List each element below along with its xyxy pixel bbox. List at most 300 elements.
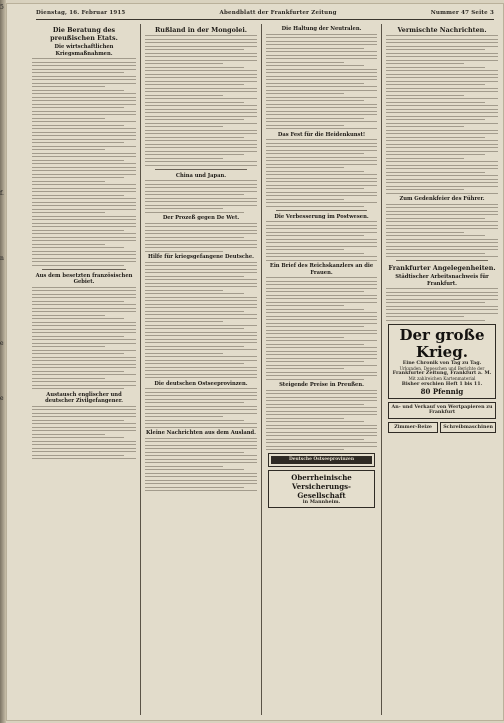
text-line: [32, 247, 124, 248]
text-line: [386, 95, 464, 96]
text-line: [32, 86, 105, 87]
text-line: [32, 420, 124, 421]
text-line: [266, 93, 344, 94]
text-line: [145, 123, 257, 124]
text-line: [145, 269, 257, 270]
ad-company-name: Oberrheinische Versicherungs-Gesellschaft: [291, 473, 352, 500]
text-line: [32, 406, 136, 407]
text-line: [32, 254, 136, 255]
text-line: [32, 160, 124, 161]
text-line: [386, 63, 464, 64]
subheadline: Das Fest für die Heidenkunst!: [277, 131, 366, 138]
text-line: [145, 483, 257, 484]
header-page-number: Nummer 47 Seite 3: [430, 10, 494, 16]
text-line: [386, 288, 498, 289]
text-line: [145, 81, 257, 82]
text-line: [32, 381, 136, 382]
text-line: [145, 445, 257, 446]
text-line: [266, 319, 377, 320]
text-line: [386, 154, 485, 155]
text-line: [266, 302, 377, 303]
text-line: [266, 114, 377, 115]
text-line: [32, 346, 105, 347]
text-line: [266, 153, 364, 154]
text-line: [32, 167, 136, 168]
text-line: [266, 400, 377, 401]
text-line: [145, 473, 257, 474]
text-line: [386, 242, 498, 243]
text-line: [32, 416, 136, 417]
text-line: [266, 41, 377, 42]
text-line: [386, 140, 498, 141]
subheadline: Städtischer Arbeitsnachweis für Frankfurt.: [395, 274, 489, 287]
text-line: [32, 244, 105, 245]
text-line: [266, 65, 364, 66]
text-line: [145, 165, 257, 166]
text-line: [266, 393, 377, 394]
text-line: [386, 299, 498, 300]
text-line: [266, 365, 377, 366]
text-line: [386, 172, 485, 173]
text-line: [145, 70, 257, 71]
text-line: [32, 163, 136, 164]
subheadline: Die deutschen Ostseeprovinzen.: [154, 380, 248, 387]
column-4: [386, 24, 498, 715]
text-line: [266, 439, 364, 440]
text-line: [145, 130, 257, 131]
text-line: [32, 315, 105, 316]
text-line: [145, 105, 257, 106]
text-line: [145, 208, 223, 209]
headline: Rußland in der Mongolei.: [154, 26, 247, 34]
text-line: [266, 288, 377, 289]
ad-line: Mit zahlreichen Kartenmaterial: [408, 376, 476, 382]
text-line: [32, 121, 136, 122]
text-line: [386, 53, 498, 54]
text-line: [145, 490, 257, 491]
text-line: [386, 49, 485, 50]
text-line: [145, 452, 244, 453]
advertisement: [388, 402, 496, 419]
text-line: [145, 161, 257, 162]
text-line: [386, 207, 498, 208]
text-line: [266, 330, 377, 331]
text-line: [386, 67, 485, 68]
text-line: [266, 107, 377, 108]
header-masthead: Abendblatt der Frankfurter Zeitung: [219, 10, 337, 16]
text-line: [266, 316, 377, 317]
text-line: [32, 135, 136, 136]
text-line: [145, 198, 257, 199]
text-line: [145, 205, 257, 206]
text-line: [32, 444, 136, 445]
text-line: [266, 225, 377, 226]
text-line: [145, 406, 257, 407]
text-line: [32, 125, 124, 126]
text-line: [32, 195, 124, 196]
headline: Frankfurter Angelegenheiten.: [388, 264, 496, 272]
text-line: [266, 104, 377, 105]
text-line: [266, 76, 377, 77]
text-line: [145, 423, 257, 424]
text-line: [32, 297, 136, 298]
text-line: [145, 349, 257, 350]
text-line: [386, 235, 485, 236]
column-1: [32, 24, 136, 715]
text-line: [386, 98, 498, 99]
text-line: [266, 242, 377, 243]
text-line: [32, 170, 136, 171]
text-line: [145, 42, 257, 43]
text-line: [32, 128, 136, 129]
text-line: [386, 46, 498, 47]
text-line: [386, 137, 485, 138]
text-line: [145, 244, 257, 245]
subheadline: Austausch englischer und deutscher Zivilgefangener.: [45, 391, 123, 404]
text-line: [386, 320, 485, 321]
text-line: [386, 88, 498, 89]
text-line: [145, 304, 257, 305]
text-line: [32, 360, 136, 361]
text-line: [266, 181, 377, 182]
text-line: [32, 311, 136, 312]
text-line: [32, 233, 136, 234]
text-line: [386, 246, 498, 247]
text-line: [32, 212, 105, 213]
text-line: [266, 397, 377, 398]
text-line: [386, 74, 498, 75]
text-line: [145, 388, 257, 389]
text-line: [145, 395, 257, 396]
text-line: [32, 149, 105, 150]
text-line: [386, 256, 498, 257]
text-line: [266, 312, 377, 313]
text-line: [266, 83, 364, 84]
text-line: [32, 104, 136, 105]
text-line: [386, 228, 498, 229]
text-line: [32, 58, 136, 59]
text-line: [145, 325, 257, 326]
text-line: [32, 72, 124, 73]
text-line: [145, 455, 257, 456]
text-line: [145, 290, 223, 291]
text-line: [266, 51, 377, 52]
text-line: [32, 226, 136, 227]
text-line: [266, 333, 377, 334]
text-line: [386, 39, 498, 40]
text-line: [266, 295, 377, 296]
text-line: [266, 246, 377, 247]
ad-subtitle: Eine Chronik von Tag zu Tag.: [402, 359, 482, 366]
text-line: [386, 253, 485, 254]
text-line: [145, 293, 244, 294]
text-line: [145, 233, 257, 234]
gutter-fragment: n: [0, 255, 4, 262]
subheadline: Der Prozeß gegen De Wet.: [162, 215, 240, 221]
subheadline: Aus dem besetzten französischen Gebiet.: [35, 272, 133, 285]
text-line: [32, 357, 136, 358]
text-line: [266, 178, 377, 179]
text-line: [145, 413, 257, 414]
text-line: [32, 455, 124, 456]
gutter-fragment: f.: [0, 190, 4, 197]
text-line: [32, 132, 136, 133]
text-line: [266, 86, 377, 87]
text-line: [145, 237, 244, 238]
text-line: [266, 97, 377, 98]
text-line: [386, 133, 498, 134]
text-line: [145, 147, 257, 148]
subheadline: Die wirtschaftlichen Kriegsmaßnahmen.: [54, 44, 114, 57]
ad-line: Bisher erschien Heft 1 bis 11.: [401, 380, 483, 387]
text-line: [145, 56, 257, 57]
text-line: [266, 414, 377, 415]
text-line: [32, 219, 136, 220]
text-line: [32, 336, 124, 337]
text-line: [386, 42, 498, 43]
text-line: [386, 77, 498, 78]
text-line: [266, 185, 377, 186]
text-line: [145, 112, 257, 113]
text-line: [32, 100, 136, 101]
text-line: [266, 48, 364, 49]
text-line: [145, 416, 223, 417]
text-line: [266, 146, 377, 147]
text-line: [266, 100, 364, 101]
text-line: [386, 306, 498, 307]
text-line: [32, 79, 136, 80]
text-line: [145, 462, 257, 463]
headline: Die Haltung der Neutralen.: [281, 26, 362, 32]
text-line: [386, 126, 464, 127]
text-line: [32, 93, 136, 94]
text-line: [145, 46, 257, 47]
gutter-fragment: 5: [0, 4, 4, 11]
text-line: [145, 392, 257, 393]
text-line: [266, 164, 377, 165]
text-line: [386, 161, 498, 162]
text-line: [145, 399, 257, 400]
text-line: [266, 284, 377, 285]
text-line: [266, 418, 344, 419]
text-line: [145, 339, 257, 340]
text-line: [145, 223, 257, 224]
text-line: [266, 199, 344, 200]
text-line: [32, 209, 136, 210]
text-line: [32, 371, 124, 372]
text-line: [145, 98, 257, 99]
column-3: [266, 24, 377, 715]
text-line: [32, 216, 136, 217]
text-line: [386, 123, 498, 124]
text-line: [32, 385, 136, 386]
text-line: [32, 322, 136, 323]
text-line: [386, 249, 498, 250]
text-line: [145, 328, 244, 329]
text-line: [266, 202, 377, 203]
text-line: [145, 91, 257, 92]
advertisement-der-grosse-krieg: [388, 324, 496, 399]
text-line: [145, 158, 223, 159]
text-line: [386, 91, 498, 92]
text-line: [386, 313, 498, 314]
text-line: [145, 77, 257, 78]
text-line: [32, 202, 136, 203]
text-line: [145, 119, 244, 120]
text-line: [145, 311, 244, 312]
text-line: [266, 79, 377, 80]
text-line: [386, 225, 498, 226]
text-line: [145, 286, 257, 287]
text-line: [32, 350, 136, 351]
text-line: [266, 118, 364, 119]
text-line: [266, 256, 377, 257]
text-line: [266, 72, 377, 73]
subheadline: Hilfe für kriegsgefangene Deutsche.: [148, 254, 254, 260]
text-line: [266, 69, 377, 70]
text-line: [386, 221, 498, 222]
text-line: [145, 459, 257, 460]
text-line: [266, 281, 377, 282]
text-line: [32, 304, 136, 305]
text-line: [145, 39, 257, 40]
text-line: [386, 70, 498, 71]
text-line: [386, 204, 498, 205]
text-line: [386, 189, 464, 190]
ad-line: Urkunden, Depeschen und Berichte der: [399, 365, 485, 371]
ad-text: Zimmer-Beize: [394, 423, 432, 430]
text-line: [32, 181, 105, 182]
text-line: [32, 184, 136, 185]
subheadline: China und Japan.: [175, 172, 227, 179]
text-line: [145, 420, 244, 421]
text-line: [266, 228, 377, 229]
text-line: [32, 329, 136, 330]
text-line: [386, 60, 498, 61]
text-line: [145, 67, 244, 68]
text-line: [266, 221, 377, 222]
ad-headline: Der große Krieg.: [399, 325, 485, 361]
ad-text: An- und Verkauf von Wertpapieren zu Frankfurt: [391, 403, 493, 416]
text-line: [386, 182, 498, 183]
text-line: [266, 351, 377, 352]
text-line: [386, 109, 498, 110]
text-line: [145, 116, 257, 117]
advertisement: [440, 422, 496, 433]
ad-line: Frankfurter Zeitung, Frankfurt a. M.: [392, 370, 492, 377]
text-line: [32, 290, 136, 291]
advertisement: [388, 422, 438, 433]
text-line: [145, 356, 257, 357]
text-line: [386, 214, 498, 215]
text-line: [32, 69, 136, 70]
text-line: [145, 367, 257, 368]
text-line: [386, 186, 498, 187]
text-line: [266, 34, 377, 35]
text-line: [266, 425, 377, 426]
ad-banner: Deutsche Ostseeprovinzen: [271, 456, 372, 464]
text-line: [266, 143, 377, 144]
subheadline: Kleine Nachrichten aus dem Ausland.: [146, 430, 256, 436]
text-line: [266, 232, 377, 233]
text-line: [266, 239, 377, 240]
text-line: [145, 262, 257, 263]
page-header: [36, 8, 494, 18]
text-line: [32, 114, 136, 115]
text-line: [32, 65, 136, 66]
text-line: [266, 174, 377, 175]
text-line: [32, 325, 136, 326]
text-line: [32, 409, 136, 410]
text-line: [32, 318, 124, 319]
text-line: [32, 374, 136, 375]
text-line: [386, 295, 498, 296]
text-line: [266, 428, 377, 429]
text-line: [32, 388, 124, 389]
text-line: [386, 116, 498, 117]
text-line: [145, 441, 257, 442]
text-line: [145, 109, 257, 110]
text-line: [266, 326, 364, 327]
text-line: [266, 125, 344, 126]
text-line: [32, 343, 136, 344]
text-line: [386, 175, 498, 176]
text-line: [266, 305, 344, 306]
text-line: [145, 363, 244, 364]
text-line: [266, 171, 364, 172]
text-line: [266, 206, 364, 207]
subheadline: Die Verbesserung im Postwesen.: [274, 213, 369, 220]
text-line: [266, 344, 364, 345]
text-line: [386, 112, 498, 113]
text-line: [145, 297, 257, 298]
text-line: [145, 314, 257, 315]
ad-price: 80 Pfennig: [420, 386, 464, 396]
text-line: [386, 105, 498, 106]
text-line: [145, 194, 244, 195]
text-line: [266, 435, 377, 436]
text-line: [145, 74, 257, 75]
text-line: [32, 265, 124, 266]
text-line: [32, 142, 124, 143]
text-line: [266, 277, 377, 278]
text-line: [266, 309, 364, 310]
text-line: [386, 147, 498, 148]
text-line: [145, 402, 244, 403]
text-line: [32, 287, 136, 288]
text-line: [32, 294, 136, 295]
text-line: [266, 44, 377, 45]
text-line: [32, 427, 136, 428]
subheadline: Steigende Preise in Preußen.: [279, 382, 364, 388]
text-line: [386, 193, 498, 194]
text-line: [145, 102, 244, 103]
headline: Vermischte Nachrichten.: [397, 26, 487, 34]
text-line: [266, 192, 377, 193]
text-line: [266, 361, 364, 362]
text-line: [145, 487, 244, 488]
text-line: [145, 230, 257, 231]
text-line: [266, 160, 377, 161]
text-line: [266, 446, 377, 447]
text-line: [266, 340, 377, 341]
text-line: [266, 323, 377, 324]
text-line: [145, 60, 257, 61]
text-line: [145, 335, 257, 336]
text-line: [386, 218, 485, 219]
text-line: [386, 144, 498, 145]
text-line: [145, 265, 257, 266]
